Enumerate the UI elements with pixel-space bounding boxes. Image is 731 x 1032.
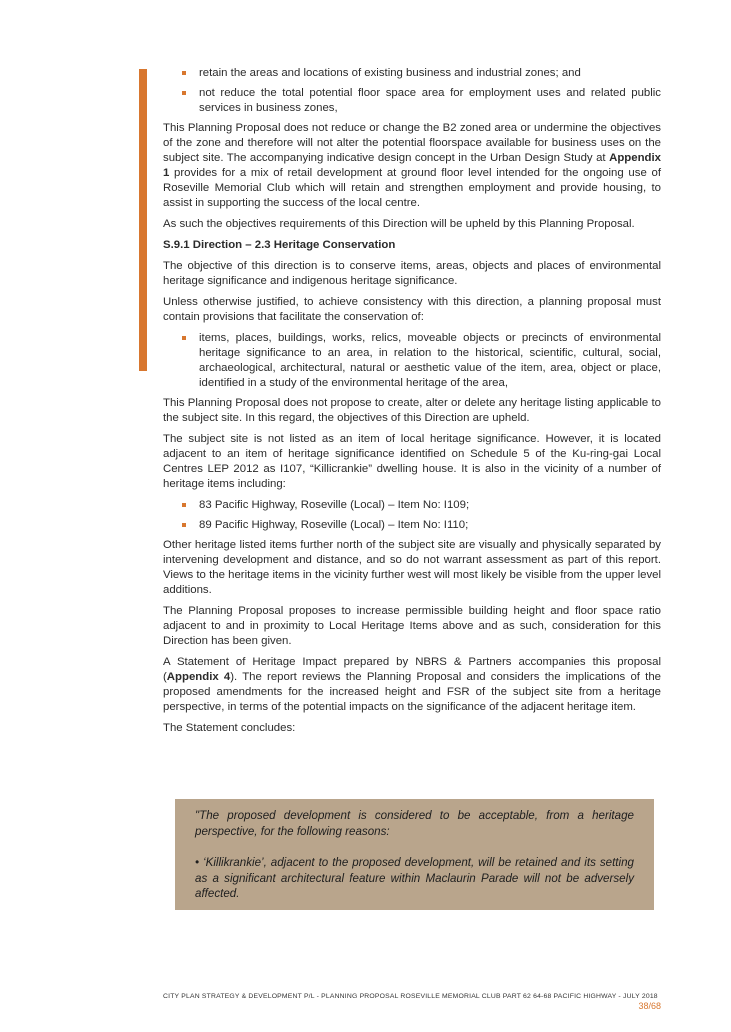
list-item: 89 Pacific Highway, Roseville (Local) – Item No: I110;: [180, 518, 661, 533]
page-number: 38/68: [638, 1001, 661, 1011]
bullet-list-heritage-items-def: [163, 331, 661, 391]
paragraph-no-listing-change: This Planning Proposal does not propose to create, alter or delete any heritage listing applicable to the subject site. In this regard, the objectives of this Direction are upheld.: [163, 397, 661, 424]
list-item: retain the areas and locations of existing business and industrial zones; and: [180, 66, 661, 81]
bullet-square-icon: [182, 91, 186, 95]
bullet-square-icon: [182, 503, 186, 507]
section-heading: S.9.1 Direction – 2.3 Heritage Conservation: [163, 239, 396, 251]
list-item: items, places, buildings, works, relics, moveable objects or precincts of environmental heritage significance to an area, in relation to the historical, scientific, cultural, social, archaeological, architectural, natural or aesthetic value of the item, area, object or place, identified in a study of the environmental heritage of the area,: [180, 331, 661, 391]
list-item: not reduce the total potential floor space area for employment uses and related public services in business zones,: [180, 86, 661, 116]
paragraph-objective: The objective of this direction is to conserve items, areas, objects and places of environmental heritage significance and indigenous heritage significance.: [163, 260, 661, 287]
list-item: 83 Pacific Highway, Roseville (Local) – Item No: I109;: [180, 498, 661, 513]
paragraph-objectives-upheld: As such the objectives requirements of this Direction will be upheld by this Planning Proposal.: [163, 218, 635, 230]
document-body: [163, 66, 661, 742]
quote-line-2: • ‘Killikrankie’, adjacent to the proposed development, will be retained and its setting as a significant architectural feature within Maclaurin Parade will not be adversely affected.: [195, 856, 634, 900]
paragraph-b2-zone: This Planning Proposal does not reduce or change the B2 zoned area or undermine the objectives of the zone and therefore will not alter the potential floorspace available for business uses on the subject site. The accompanying indicative design concept in the Urban Design Study at Appendix 1 provides for a mix of retail development at ground floor level intended for the ongoing use of Roseville Memorial Club which will retain and strengthen employment and provide housing, to assist in supporting the success of the local centre.: [163, 122, 661, 209]
paragraph-provisions: Unless otherwise justified, to achieve consistency with this direction, a planning proposal must contain provisions that facilitate the conservation of:: [163, 296, 661, 323]
quote-line-1: "The proposed development is considered to be acceptable, from a heritage perspective, for the following reasons:: [195, 809, 634, 838]
paragraph-other-items: Other heritage listed items further north of the subject site are visually and physically separated by intervening development and distance, and so do not warrant assessment as part of this report. Views to the heritage items in the vicinity further west will most likely be visible from the upper level additions.: [163, 539, 661, 596]
bullet-square-icon: [182, 336, 186, 340]
paragraph-statement-concludes: The Statement concludes:: [163, 722, 296, 734]
paragraph-heritage-impact: A Statement of Heritage Impact prepared by NBRS & Partners accompanies this proposal (Appendix 4). The report reviews the Planning Proposal and considers the implications of the proposed amendments for the increased height and FSR of the subject site from a heritage perspective, in terms of the potential impacts on the significance of the adjacent heritage item.: [163, 656, 661, 713]
quote-box: [175, 799, 654, 910]
paragraph-height-fsr: The Planning Proposal proposes to increase permissible building height and floor space ratio adjacent to and in proximity to Local Heritage Items above and as such, consideration for this Direction has been given.: [163, 605, 661, 647]
bullet-list-heritage-items: [163, 498, 661, 533]
page-footer-text: CITY PLAN STRATEGY & DEVELOPMENT P/L - PLANNING PROPOSAL ROSEVILLE MEMORIAL CLUB PART 62 64-68 PACIFIC HIGHWAY - JULY 2018: [163, 993, 658, 1000]
bullet-square-icon: [182, 71, 186, 75]
bullet-square-icon: [182, 523, 186, 527]
paragraph-site-not-listed: The subject site is not listed as an item of local heritage significance. However, it is located adjacent to an item of heritage significance identified on Schedule 5 of the Ku-ring-gai Local Centres LEP 2012 as I107, “Killicrankie” dwelling house. It is also in the vicinity of a number of heritage items including:: [163, 433, 661, 490]
appendix-4-ref: Appendix 4: [166, 671, 231, 683]
accent-sidebar-bar: [139, 69, 147, 371]
bullet-list-top: [163, 66, 661, 116]
appendix-1-ref: Appendix 1: [163, 152, 661, 179]
